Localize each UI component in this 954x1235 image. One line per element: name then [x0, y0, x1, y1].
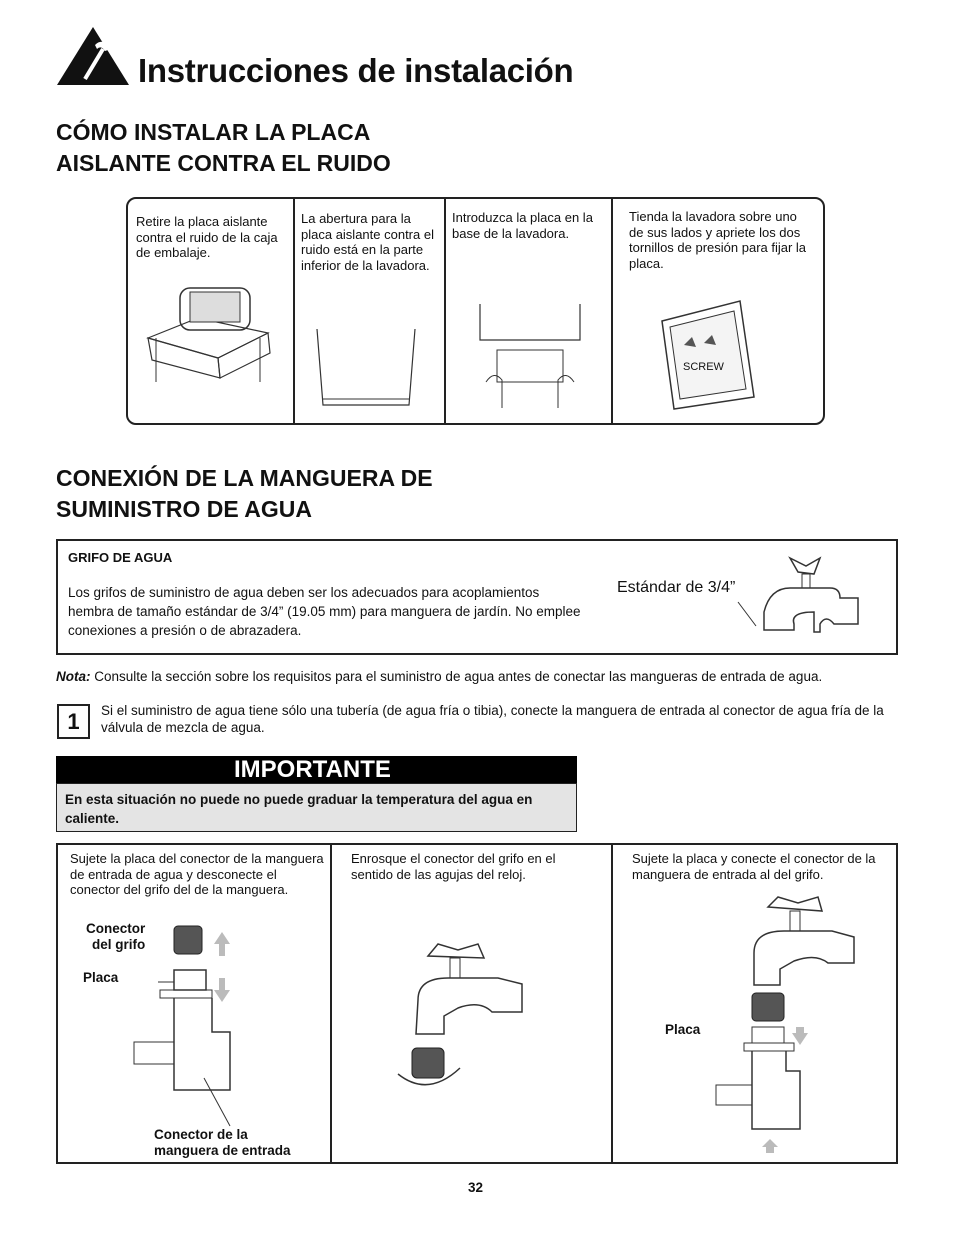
- panel-text: Sujete la placa del conector de la manguera de entrada de agua y desconecte el conector del grifo del de la manguera.: [70, 851, 324, 897]
- box-plate-illustration: [138, 278, 278, 384]
- faucet-icon: [730, 552, 870, 644]
- section2-heading: CONEXIÓN DE LA MANGUERA DE SUMINISTRO DE AGUA: [56, 465, 433, 522]
- step-text: Tienda la lavadora sobre uno de sus lados y apriete los dos tornillos de presión para fijar la placa.: [629, 209, 807, 271]
- screw-plate-illustration: [654, 297, 766, 414]
- assembled-connector-illustration: [708, 893, 858, 1155]
- faucet-standard-callout: Estándar de 3/4”: [617, 579, 736, 596]
- plate-label: Placa: [665, 1022, 701, 1037]
- step-text: Retire la placa aislante contra el ruido de la caja de embalaje.: [136, 214, 278, 260]
- step1-text: Si el suministro de agua tiene sólo una tubería (de agua fría o tibia), conecte la manguera de entrada al conector de agua fría de la válvula de mezcla de agua.: [101, 703, 884, 735]
- faucet-connector-illustration: [388, 938, 528, 1088]
- important-banner: IMPORTANTE: [56, 756, 577, 783]
- faucet-box-title: GRIFO DE AGUA: [68, 550, 173, 565]
- step-text: La abertura para la placa aislante contra el ruido está en la parte inferior de la lavadora.: [301, 211, 434, 273]
- faucet-connector-label: Conector del grifo: [86, 921, 146, 952]
- step-number: 1: [57, 704, 90, 739]
- important-body: En esta situación no puede no puede graduar la temperatura del agua en caliente.: [56, 783, 577, 832]
- washer-base-illustration: [313, 325, 418, 411]
- insert-plate-illustration: [472, 300, 588, 412]
- inlet-connector-label: Conector de la manguera de entrada: [154, 1127, 291, 1158]
- page-title: Instrucciones de instalación: [138, 52, 574, 89]
- screw-label: SCREW: [683, 361, 724, 373]
- valve-illustration: [128, 922, 248, 1128]
- panel-text: Enrosque el conector del grifo en el sentido de las agujas del reloj.: [351, 851, 556, 882]
- warning-hammer-icon: [55, 25, 131, 87]
- step-text: Introduzca la placa en la base de la lavadora.: [452, 210, 593, 241]
- section1-heading: CÓMO INSTALAR LA PLACA AISLANTE CONTRA EL RUIDO: [56, 119, 391, 176]
- panel-text: Sujete la placa y conecte el conector de la manguera de entrada al del grifo.: [632, 851, 876, 882]
- faucet-box-body: Los grifos de suministro de agua deben ser los adecuados para acoplamientos hembra de tamaño estándar de 3/4” (19.05 mm) para manguera de jardín. No emplee conexiones a presión o de abrazadera.: [68, 585, 581, 638]
- note: Nota: Consulte la sección sobre los requisitos para el suministro de agua antes de conectar las mangueras de entrada de agua.: [56, 669, 823, 684]
- plate-label: Placa: [83, 970, 119, 985]
- page-number: 32: [468, 1180, 484, 1195]
